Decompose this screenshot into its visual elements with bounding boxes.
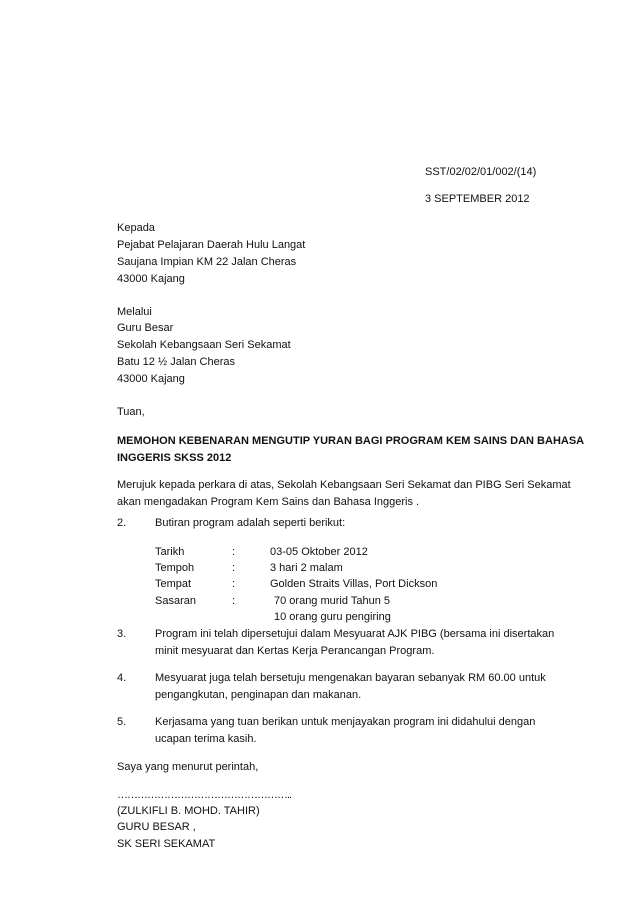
detail-label: Tempat	[155, 578, 192, 590]
detail-separator: :	[232, 546, 236, 558]
paragraph-line: minit mesyuarat dan Kertas Kerja Perancangan Program.	[155, 645, 435, 657]
paragraph-text: Butiran program adalah seperti berikut:	[155, 517, 346, 529]
detail-value: 03-05 Oktober 2012	[270, 546, 368, 558]
paragraph-line: Kerjasama yang tuan berikan untuk menjayakan program ini didahului dengan	[155, 716, 536, 728]
reference-number: SST/02/02/01/002/(14)	[425, 166, 537, 178]
signatory-school: SK SERI SEKAMAT	[117, 838, 216, 850]
detail-value: 70 orang murid Tahun 5	[274, 595, 390, 607]
detail-label: Tarikh	[155, 546, 185, 558]
paragraph-line: ucapan terima kasih.	[155, 733, 257, 745]
intro-line: Merujuk kepada perkara di atas, Sekolah Kebangsaan Seri Sekamat dan PIBG Seri Sekamat	[117, 479, 571, 491]
paragraph-number: 3.	[117, 628, 127, 640]
closing: Saya yang menurut perintah,	[117, 761, 259, 773]
letter-date: 3 SEPTEMBER 2012	[425, 193, 530, 205]
detail-value: 3 hari 2 malam	[270, 562, 343, 574]
paragraph-number: 2.	[117, 517, 127, 529]
via-label: Melalui	[117, 306, 152, 318]
recipient-label: Kepada	[117, 222, 155, 234]
paragraph-line: Program ini telah dipersetujui dalam Mesyuarat AJK PIBG (bersama ini disertakan	[155, 628, 555, 640]
via-line: 43000 Kajang	[117, 373, 185, 385]
subject-line: MEMOHON KEBENARAN MENGUTIP YURAN BAGI PROGRAM KEM SAINS DAN BAHASA	[117, 435, 585, 447]
paragraph-number: 4.	[117, 672, 127, 684]
detail-separator: :	[232, 562, 236, 574]
via-line: Batu 12 ½ Jalan Cheras	[117, 356, 236, 368]
detail-value: Golden Straits Villas, Port Dickson	[270, 578, 438, 590]
detail-label: Sasaran	[155, 595, 196, 607]
detail-value-extra: 10 orang guru pengiring	[274, 611, 391, 623]
recipient-line: Saujana Impian KM 22 Jalan Cheras	[117, 256, 297, 268]
via-line: Guru Besar	[117, 322, 174, 334]
paragraph-number: 5.	[117, 716, 127, 728]
signature-line: ……………………………………………..	[117, 789, 292, 801]
salutation: Tuan,	[117, 406, 145, 418]
subject-line: INGGERIS SKSS 2012	[117, 452, 232, 464]
signatory-title: GURU BESAR ,	[117, 821, 196, 833]
intro-line: akan mengadakan Program Kem Sains dan Bahasa Inggeris .	[117, 496, 420, 508]
via-line: Sekolah Kebangsaan Seri Sekamat	[117, 339, 291, 351]
paragraph-line: pengangkutan, penginapan dan makanan.	[155, 689, 362, 701]
recipient-line: 43000 Kajang	[117, 273, 185, 285]
signatory-name: (ZULKIFLI B. MOHD. TAHIR)	[117, 805, 260, 817]
paragraph-line: Mesyuarat juga telah bersetuju mengenakan bayaran sebanyak RM 60.00 untuk	[155, 672, 546, 684]
detail-separator: :	[232, 578, 236, 590]
detail-label: Tempoh	[155, 562, 195, 574]
detail-separator: :	[232, 595, 236, 607]
recipient-line: Pejabat Pelajaran Daerah Hulu Langat	[117, 239, 306, 251]
